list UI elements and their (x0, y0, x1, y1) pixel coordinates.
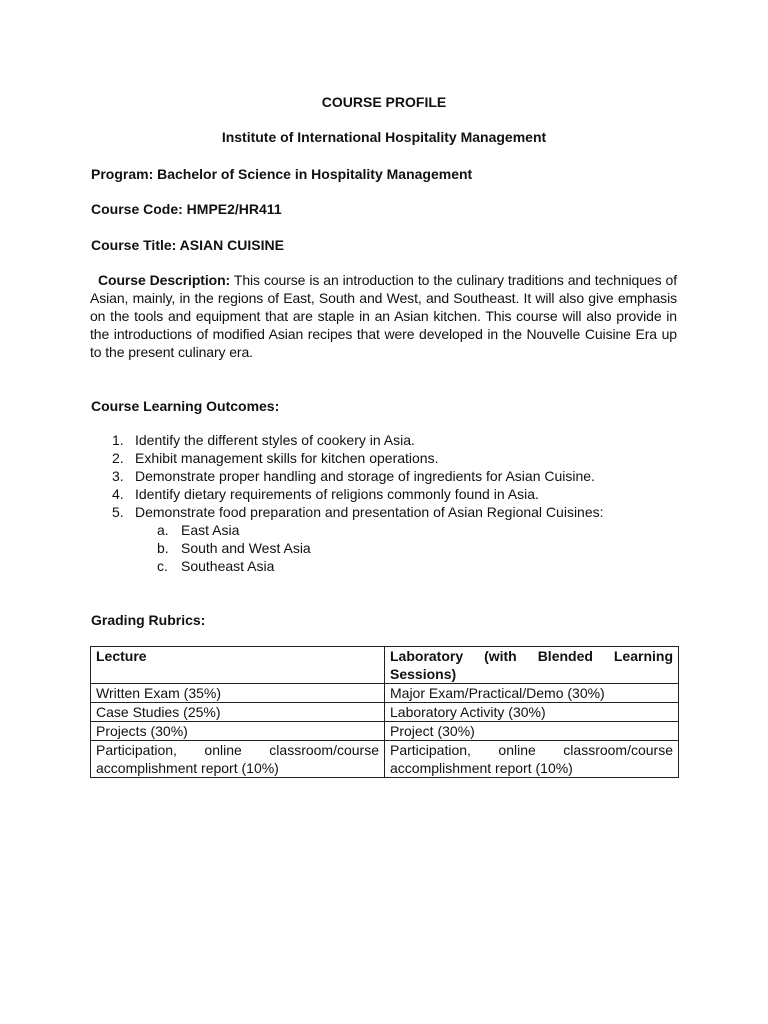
table-cell: Participation, online classroom/course accomplishment report (10%) (91, 741, 385, 778)
grading-heading: Grading Rubrics: (91, 612, 206, 628)
table-cell: Projects (30%) (91, 722, 385, 741)
table-cell: Written Exam (35%) (91, 684, 385, 703)
outcomes-list (91, 431, 671, 575)
course-title-line: Course Title: ASIAN CUISINE (91, 237, 284, 253)
table-row (91, 684, 679, 703)
table-row (91, 722, 679, 741)
table-cell: Project (30%) (385, 722, 679, 741)
list-item (91, 485, 671, 503)
item-text: Demonstrate proper handling and storage of ingredients for Asian Cuisine. (135, 468, 595, 484)
item-text: Southeast Asia (181, 558, 275, 574)
item-number: 4. (112, 486, 124, 502)
course-code-line: Course Code: HMPE2/HR411 (91, 201, 282, 217)
sub-list-item (135, 557, 671, 575)
item-letter: c. (157, 558, 168, 574)
sub-list (135, 521, 671, 575)
sub-list-item (135, 539, 671, 557)
table-header-row (91, 647, 679, 684)
sub-list-item (135, 521, 671, 539)
item-text: Identify the different styles of cookery in Asia. (135, 432, 415, 448)
page-title: COURSE PROFILE (321, 94, 447, 110)
item-number: 3. (112, 468, 124, 484)
table-cell: Laboratory Activity (30%) (385, 703, 679, 722)
list-item (91, 431, 671, 449)
item-number: 2. (112, 450, 124, 466)
list-item (91, 503, 671, 575)
list-item (91, 467, 671, 485)
course-description-text: This course is an introduction to the culinary traditions and techniques of Asian, mainly, in the regions of East, South and West, and Southeast. It will also give emphasis on the tools and equipment that are staple in an Asian kitchen. This course will also provide in the introductions of modified Asian recipes that were developed in the Nouvelle Cuisine Era up to the present culinary era. (90, 272, 677, 360)
table-cell: Participation, online classroom/course accomplishment report (10%) (385, 741, 679, 778)
program-line: Program: Bachelor of Science in Hospitality Management (91, 166, 473, 182)
item-text: Identify dietary requirements of religions commonly found in Asia. (135, 486, 539, 502)
outcomes-heading: Course Learning Outcomes: (91, 398, 280, 414)
item-text: South and West Asia (181, 540, 311, 556)
table-header-laboratory: Laboratory (with Blended Learning Sessions) (385, 647, 679, 684)
item-text: Exhibit management skills for kitchen operations. (135, 450, 439, 466)
institute-name: Institute of International Hospitality Management (221, 129, 547, 145)
list-item (91, 449, 671, 467)
table-header-lecture: Lecture (91, 647, 385, 684)
item-text: Demonstrate food preparation and presentation of Asian Regional Cuisines: (135, 504, 604, 520)
item-text: East Asia (181, 522, 240, 538)
grading-table (90, 646, 679, 778)
item-letter: b. (157, 540, 169, 556)
table-row (91, 741, 679, 778)
course-description (90, 271, 677, 361)
course-description-label: Course Description: (98, 272, 231, 288)
table-cell: Case Studies (25%) (91, 703, 385, 722)
table-cell: Major Exam/Practical/Demo (30%) (385, 684, 679, 703)
item-number: 1. (112, 432, 124, 448)
item-letter: a. (157, 522, 169, 538)
table-row (91, 703, 679, 722)
item-number: 5. (112, 504, 124, 520)
